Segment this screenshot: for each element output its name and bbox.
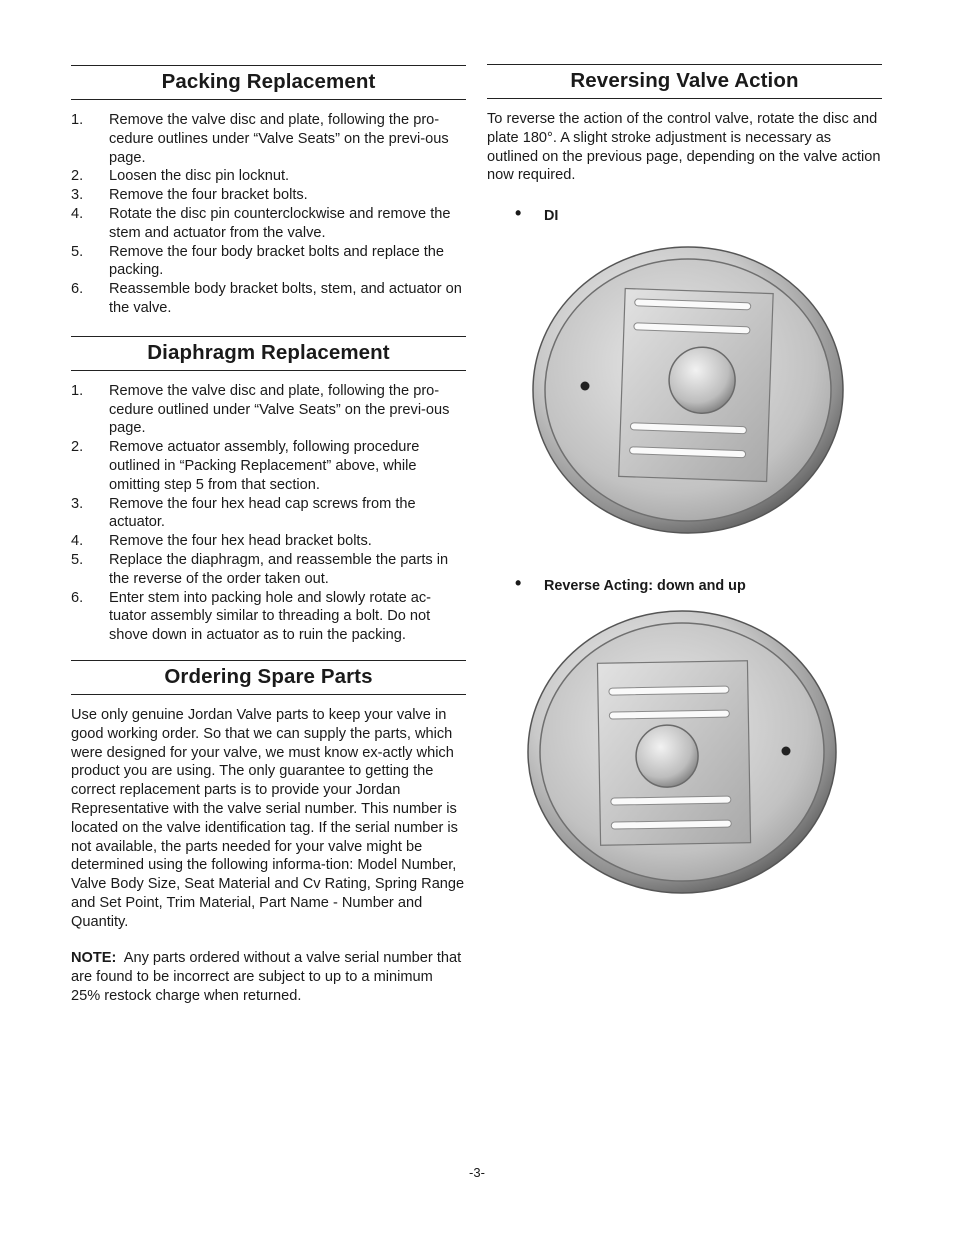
list-item: 2. Remove actuator assembly, following procedure outlined in “Packing Replacement” above, while omitting step 5 from that section. xyxy=(71,439,420,493)
bullet-icon: • xyxy=(515,573,522,593)
list-item: 4. Remove the four hex head bracket bolts. xyxy=(71,533,372,550)
diaphragm-steps xyxy=(71,382,466,645)
note-text: Any parts ordered without a valve serial number that are found to be incorrect are subject to up to a minimum 25% restock charge when returned. xyxy=(71,950,462,1005)
ordering-note xyxy=(71,949,466,1005)
diaphragm-heading: Diaphragm Replacement xyxy=(71,336,466,371)
bullet-di-label: DI xyxy=(544,208,559,225)
note-label: NOTE: xyxy=(71,950,117,967)
list-item: 1. Remove the valve disc and plate, following the pro-cedure outlined under “Valve Seats” on the previ-ous page. xyxy=(71,382,450,437)
list-item: 2. Loosen the disc pin locknut. xyxy=(71,168,290,185)
bullet-reverse-acting xyxy=(487,573,939,595)
bullet-reverse-acting-label: Reverse Acting: down and up xyxy=(544,578,746,594)
valve-disc-illustration-di xyxy=(530,243,846,537)
list-item: 1. Remove the valve disc and plate, following the pro-cedure outlines under “Valve Seats” on the previ-ous page. xyxy=(71,112,449,166)
ordering-body: Use only genuine Jordan Valve parts to keep your valve in good working order. So that we can supply the parts, which were designed for your valve, we must know ex-actly which product you are using. The only guarantee to getting the correct replacement parts is to provide your Jordan Representative with the valve serial number. This number is located on the valve identification tag. If the serial number is not available, the parts needed for your valve might be determined using the following informa-tion: Model Number, Valve Body Size, Seat Material and Cv Rating, Spring Range and Set Point, Trim Material, Part Name - Number and Quantity. xyxy=(71,706,465,930)
bullet-di xyxy=(487,203,882,225)
list-item: 3. Remove the four bracket bolts. xyxy=(71,187,308,204)
reversing-body: To reverse the action of the control valve, rotate the disc and plate 180°. A slight stroke adjustment is necessary as outlined on the previous page, depending on the valve action now required. xyxy=(487,111,881,184)
list-item: 4. Rotate the disc pin counterclockwise and remove the stem and actuator from the valve. xyxy=(71,205,451,241)
list-item: 3. Remove the four hex head cap screws from the actuator. xyxy=(71,495,416,531)
valve-disc-illustration-reverse xyxy=(524,607,840,899)
ordering-heading: Ordering Spare Parts xyxy=(71,660,466,695)
packing-steps xyxy=(71,111,466,318)
list-item: 5. Replace the diaphragm, and reassemble the parts in the reverse of the order taken out. xyxy=(71,551,449,587)
page-number: -3- xyxy=(469,1165,485,1180)
list-item: 6. Enter stem into packing hole and slowly rotate ac-tuator assembly similar to threading a bolt. Do not shove down in actuator as to ruin the packing. xyxy=(71,589,432,644)
packing-heading: Packing Replacement xyxy=(71,65,466,100)
list-item: 5. Remove the four body bracket bolts and replace the packing. xyxy=(71,243,445,279)
right-column xyxy=(487,64,882,225)
list-item: 6. Reassemble body bracket bolts, stem, and actuator on the valve. xyxy=(71,281,462,316)
reversing-heading: Reversing Valve Action xyxy=(487,64,882,99)
bullet-icon: • xyxy=(515,203,522,224)
left-column xyxy=(71,65,466,1006)
